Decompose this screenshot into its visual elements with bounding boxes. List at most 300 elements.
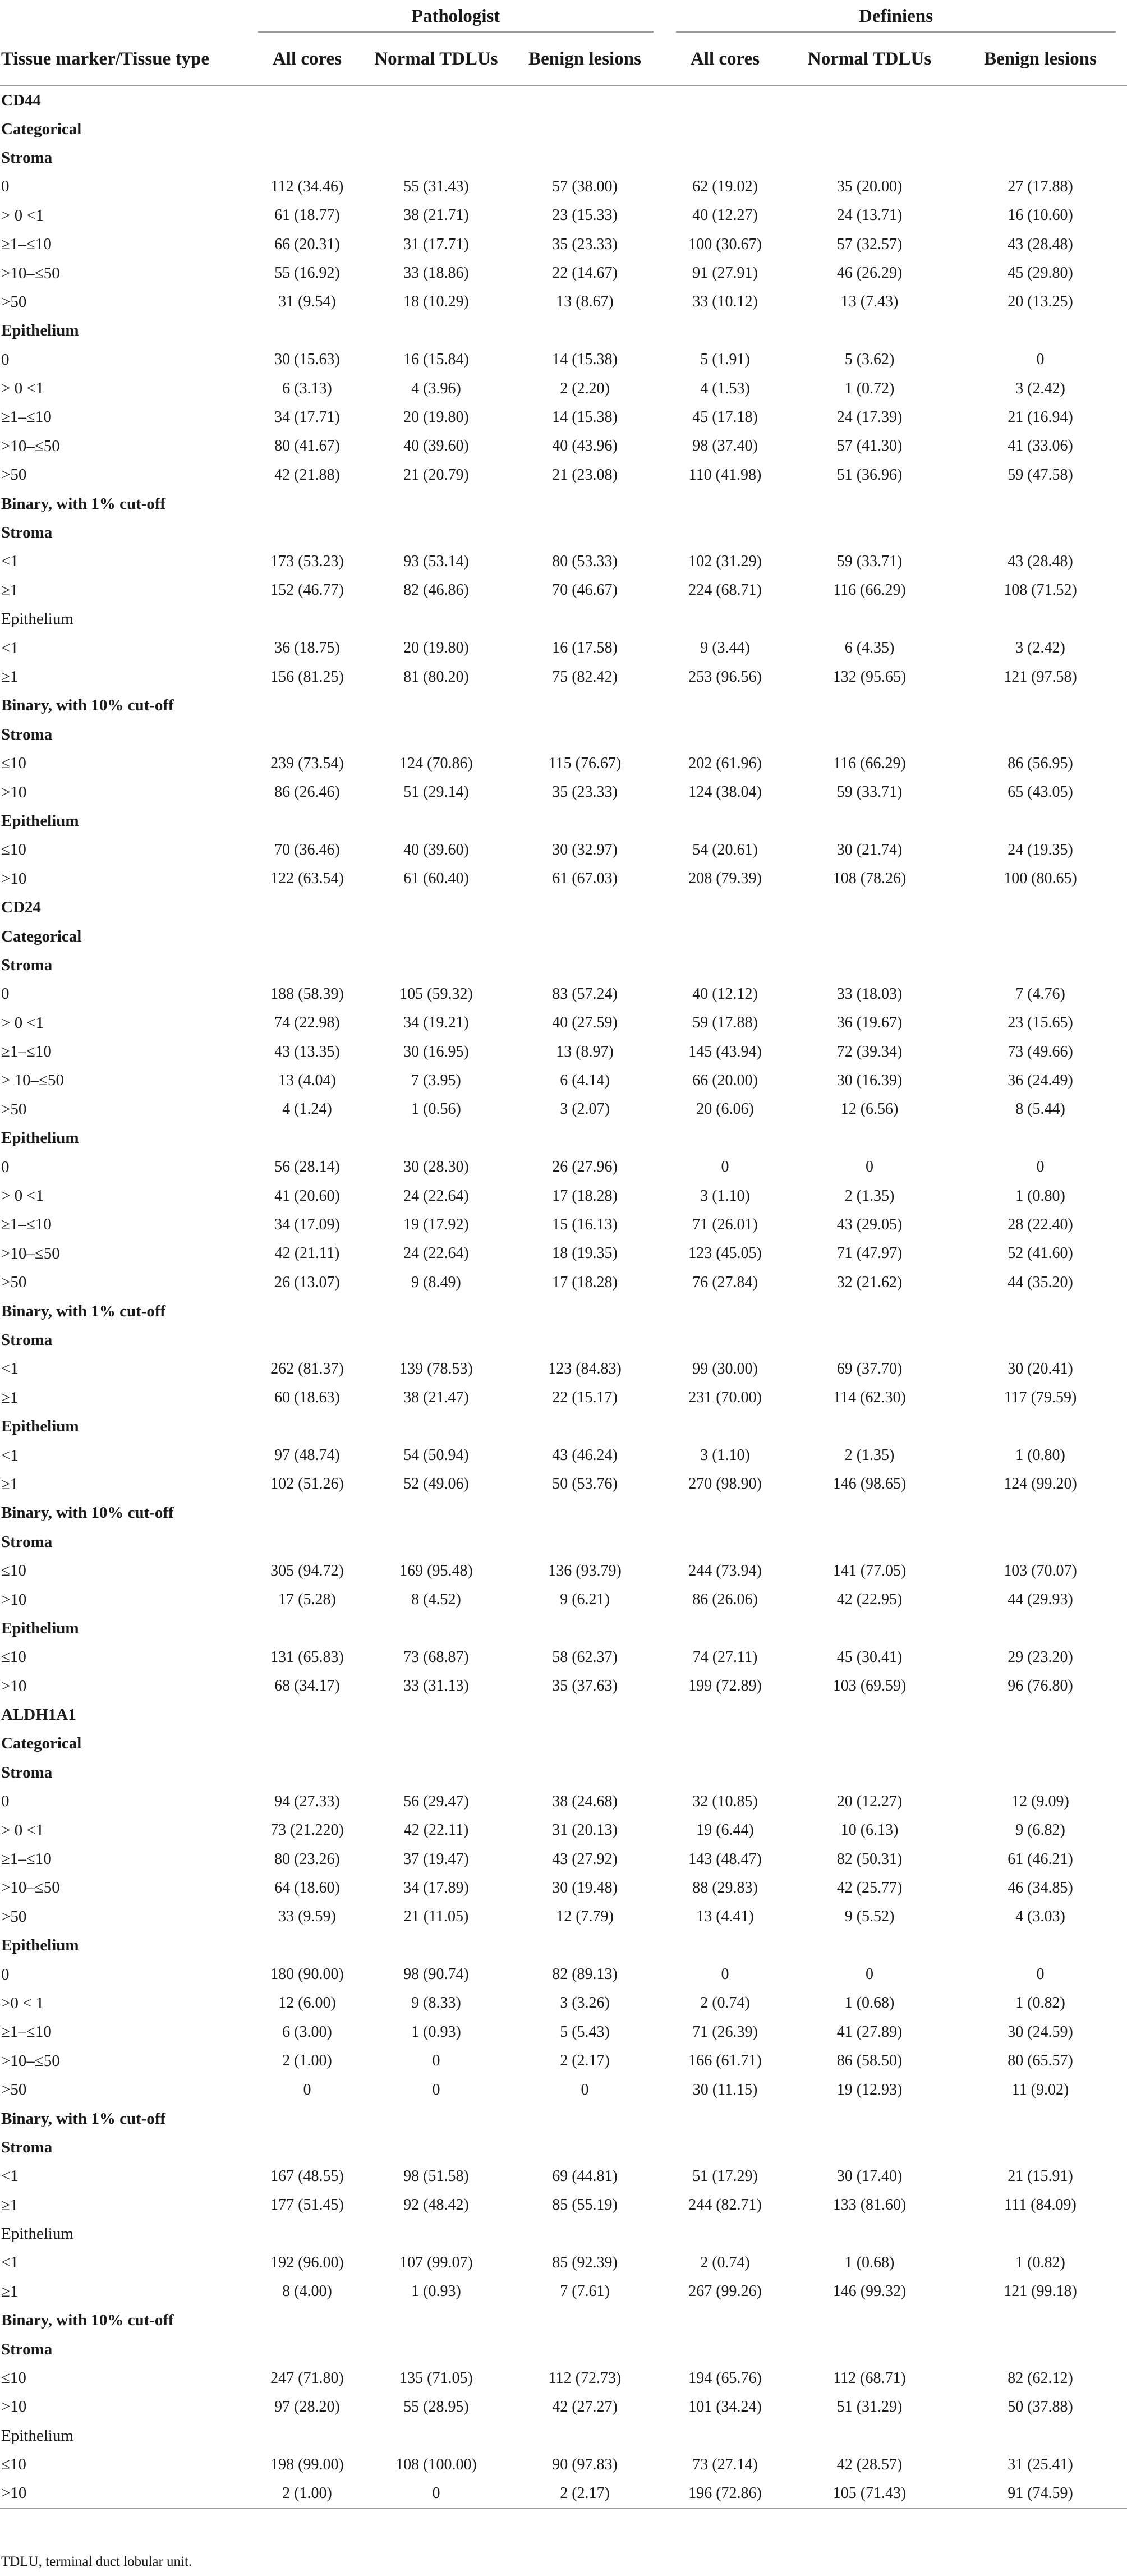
table-cell: 30 (11.15) [692,2081,758,2099]
table-cell: 73 (21.220) [270,1821,344,1839]
table-cell: 28 (22.40) [1008,1215,1073,1233]
section-row [0,605,1127,633]
table-cell: 65 (43.05) [1008,783,1073,801]
table-cell: 267 (99.26) [688,2283,762,2301]
section-row [0,1614,1127,1643]
section-filler [247,2104,1127,2133]
table-cell: 20 (19.80) [403,408,469,426]
table-cell: 196 (72.86) [688,2484,762,2502]
table-cell: 105 (71.43) [832,2484,907,2502]
table-cell: 4 (1.53) [700,379,750,397]
table-cell: 74 (22.98) [274,1014,340,1032]
table-cell: 33 (10.12) [692,293,758,311]
group-header-definiens-label: Definiens [859,6,933,26]
table-body [0,86,1127,2537]
table-cell: 202 (61.96) [688,754,762,772]
table-cell: 244 (73.94) [688,1562,762,1579]
section-filler [247,951,1127,980]
group-header-pathologist-label: Pathologist [411,6,500,26]
section-row [0,2104,1127,2133]
table-cell: 60 (18.63) [274,1389,340,1407]
table-cell: 30 (32.97) [552,841,618,858]
table-cell: 56 (28.14) [274,1158,340,1176]
table-cell: 76 (27.84) [692,1273,758,1291]
table-cell: 54 (20.61) [692,841,758,858]
group-header-pathologist [247,0,665,33]
table-cell: 6 (3.13) [282,379,332,397]
table-cell: 41 (33.06) [1008,437,1073,455]
table-cell: 5 (5.43) [560,2023,610,2041]
table-row [0,403,1127,431]
table-cell: 194 (65.76) [688,2369,762,2387]
table-cell: 156 (81.25) [270,668,344,686]
row-label: >50 [1,2081,27,2099]
table-cell: 85 (55.19) [552,2196,618,2214]
row-label: <1 [1,1446,19,1464]
table-cell: 21 (11.05) [403,1908,469,1926]
table-cell: 3 (1.10) [700,1447,750,1464]
table-cell: 14 (15.38) [552,408,618,426]
row-label: ≥1 [1,1475,19,1493]
table-cell: 247 (71.80) [270,2369,344,2387]
table-cell: 152 (46.77) [270,581,344,599]
table-cell: 32 (21.62) [836,1273,903,1291]
row-label: ≥1 [1,668,19,686]
table-cell: 36 (24.49) [1008,1071,1073,1089]
table-cell: 19 (12.93) [836,2081,903,2099]
table-cell: 116 (66.29) [833,581,906,599]
table-cell: 92 (48.42) [403,2196,469,2214]
table-row [0,663,1127,691]
section-row [0,720,1127,749]
table-cell: 21 (15.91) [1008,2167,1073,2185]
section-label: Stroma [1,148,53,167]
table-cell: 8 (4.00) [282,2283,332,2301]
table-cell: 2 (1.00) [282,2484,332,2502]
row-label: > 0 <1 [1,206,44,224]
table-cell: 62 (19.02) [692,177,758,195]
table-cell: 59 (33.71) [836,552,903,570]
table-cell: 30 (16.95) [403,1043,469,1060]
table-cell: 42 (22.11) [403,1821,469,1839]
table-cell: 116 (66.29) [833,754,906,772]
table-row [0,778,1127,806]
table-cell: 98 (90.74) [403,1966,469,1983]
table-cell: 270 (98.90) [688,1475,762,1493]
table-cell: 105 (59.32) [399,985,473,1003]
section-row [0,114,1127,143]
table-cell: 71 (26.01) [692,1215,758,1233]
table-cell: 8 (5.44) [1015,1100,1065,1118]
section-label: Stroma [1,2138,53,2156]
section-row [0,691,1127,720]
section-label: Binary, with 1% cut-off [1,494,166,513]
table-cell: 26 (27.96) [552,1158,618,1176]
table-cell: 42 (28.57) [836,2455,903,2473]
table-cell: 9 (6.82) [1015,1821,1065,1839]
table-cell: 34 (17.71) [274,408,340,426]
section-filler [247,2133,1127,2162]
section-filler [247,1297,1127,1325]
table-row [0,2047,1127,2076]
table-row [0,2191,1127,2220]
table-row [0,1009,1127,1037]
group-underline-pathologist [258,31,654,33]
row-label: >10–≤50 [1,437,60,455]
table-row [0,2479,1127,2508]
table-cell: 94 (27.33) [274,1792,340,1810]
table-cell: 0 [432,2052,440,2070]
section-label: Epithelium [1,2225,73,2243]
section-row [0,144,1127,172]
table-cell: 38 (21.71) [403,206,469,224]
section-row [0,2422,1127,2450]
table-cell: 30 (16.39) [836,1071,903,1089]
table-cell: 30 (28.30) [403,1158,469,1176]
table-row [0,346,1127,374]
table-cell: 72 (39.34) [836,1043,903,1060]
table-cell: 6 (3.00) [282,2023,332,2041]
table-cell: 192 (96.00) [270,2253,344,2271]
section-label: Binary, with 1% cut-off [1,1302,166,1320]
table-cell: 31 (9.54) [278,293,336,311]
table-cell: 101 (34.24) [688,2398,762,2416]
section-label: Stroma [1,2340,53,2358]
table-cell: 80 (23.26) [274,1850,340,1868]
table-cell: 100 (80.65) [1004,870,1077,888]
row-label: > 0 <1 [1,379,44,398]
section-label: Stroma [1,1532,53,1551]
table-cell: 52 (49.06) [403,1475,469,1493]
table-cell: 224 (68.71) [688,581,762,599]
section-label: Epithelium [1,2426,73,2445]
table-cell: 45 (29.80) [1008,264,1073,282]
section-filler [247,720,1127,749]
table-row [0,2076,1127,2104]
table-cell: 3 (1.10) [700,1187,750,1205]
table-cell: 124 (99.20) [1004,1475,1077,1493]
table-cell: 2 (1.35) [844,1447,895,1464]
table-row [0,1152,1127,1181]
row-label: >10–≤50 [1,2051,60,2070]
table-cell: 23 (15.65) [1008,1014,1073,1032]
section-label: Epithelium [1,811,79,830]
table-cell: 57 (38.00) [552,177,618,195]
section-filler [247,1412,1127,1441]
table-cell: 2 (2.17) [560,2052,610,2070]
table-cell: 253 (96.56) [688,668,762,686]
table-cell: 24 (22.64) [403,1245,469,1262]
row-label: > 0 <1 [1,1187,44,1205]
table-cell: 38 (24.68) [552,1792,618,1810]
table-cell: 1 (0.80) [1015,1447,1065,1464]
table-cell: 14 (15.38) [552,351,618,369]
table-cell: 86 (26.46) [274,783,340,801]
section-row [0,1729,1127,1758]
table-cell: 16 (10.60) [1008,206,1073,224]
table-cell: 18 (19.35) [552,1245,618,1262]
table-cell: 43 (29.05) [836,1215,903,1233]
section-row [0,1124,1127,1152]
table-cell: 81 (80.20) [403,668,469,686]
section-filler [247,893,1127,922]
row-label: <1 [1,1360,19,1378]
table-cell: 15 (16.13) [552,1215,618,1233]
group-header-definiens [665,0,1127,33]
table-cell: 69 (44.81) [552,2167,618,2185]
table-cell: 42 (22.95) [836,1591,903,1608]
table-cell: 239 (73.54) [270,754,344,772]
table-cell: 80 (53.33) [552,552,618,570]
table-cell: 40 (43.96) [552,437,618,455]
section-label: Stroma [1,956,53,974]
table-cell: 82 (46.86) [403,581,469,599]
table-cell: 7 (7.61) [560,2283,610,2301]
row-label: <1 [1,552,19,571]
column-header-tissue: Tissue marker/Tissue type [0,33,247,86]
table-cell: 11 (9.02) [1011,2081,1069,2099]
table-cell: 1 (0.68) [844,2253,895,2271]
table-cell: 9 (8.49) [411,1273,461,1291]
table-cell: 2 (2.20) [560,379,610,397]
table-cell: 43 (13.35) [274,1043,340,1060]
table-row [0,1210,1127,1239]
table-cell: 91 (27.91) [692,264,758,282]
row-label: 0 [1,1792,10,1811]
row-label: >10 [1,1590,27,1609]
table-cell: 2 (1.35) [844,1187,895,1205]
table-row [0,2364,1127,2393]
table-row [0,1441,1127,1470]
section-row [0,518,1127,547]
table-cell: 97 (28.20) [274,2398,340,2416]
row-label: ≥1 [1,2196,19,2214]
table-cell: 50 (37.88) [1008,2398,1073,2416]
section-label: Stroma [1,524,53,542]
table-cell: 6 (4.14) [560,1071,610,1089]
table-cell: 0 [1036,1158,1045,1176]
section-label: Binary, with 10% cut-off [1,696,174,715]
table-cell: 100 (30.67) [688,235,762,253]
table-cell: 73 (27.14) [692,2455,758,2473]
section-filler [247,1701,1127,1729]
table-cell: 18 (10.29) [403,293,469,311]
row-label: 0 [1,1158,10,1176]
section-filler [247,605,1127,633]
table-row [0,2393,1127,2421]
table-cell: 36 (19.67) [836,1014,903,1032]
table-cell: 30 (20.41) [1008,1360,1073,1377]
table-cell: 145 (43.94) [688,1043,762,1060]
section-filler [247,114,1127,143]
table-cell: 90 (97.83) [552,2455,618,2473]
row-label: >10 [1,869,27,888]
table-cell: 61 (18.77) [274,206,340,224]
table-row [0,1470,1127,1499]
table-cell: 5 (1.91) [700,351,750,369]
section-label: CD24 [1,898,41,917]
section-row [0,1499,1127,1527]
table-cell: 57 (41.30) [836,437,903,455]
row-label: >10 [1,783,27,801]
table-cell: 198 (99.00) [270,2455,344,2473]
table-cell: 42 (21.88) [274,466,340,484]
table-cell: 114 (62.30) [833,1389,906,1407]
table-cell: 1 (0.82) [1015,2253,1065,2271]
table-cell: 41 (20.60) [274,1187,340,1205]
table-cell: 166 (61.71) [688,2052,762,2070]
table-row [0,1556,1127,1585]
table-cell: 0 [303,2081,311,2099]
section-filler [247,922,1127,950]
table-cell: 135 (71.05) [399,2369,473,2387]
row-label: ≥1 [1,2282,19,2301]
section-label: Categorical [1,927,82,945]
row-label: 0 [1,177,10,196]
section-label: Stroma [1,1330,53,1349]
row-label: >10–≤50 [1,1244,60,1262]
table-cell: 1 (0.82) [1015,1994,1065,2012]
table-cell: 123 (84.83) [548,1360,622,1377]
table-cell: 13 (4.41) [696,1908,754,1926]
table-cell: 32 (10.85) [692,1792,758,1810]
section-row [0,1297,1127,1325]
table-cell: 110 (41.98) [688,466,762,484]
table-cell: 52 (41.60) [1008,1245,1073,1262]
table-cell: 31 (17.71) [403,235,469,253]
table-cell: 27 (17.88) [1008,177,1073,195]
table-cell: 82 (50.31) [836,1850,903,1868]
row-label: 0 [1,350,10,369]
table-row [0,374,1127,403]
table-cell: 26 (13.07) [274,1273,340,1291]
table-cell: 30 (21.74) [836,841,903,858]
table-cell: 107 (99.07) [399,2253,473,2271]
table-cell: 45 (17.18) [692,408,758,426]
table-cell: 169 (95.48) [399,1562,473,1579]
table-row [0,2162,1127,2191]
row-label: >50 [1,466,27,484]
table-row [0,1874,1127,1902]
table-cell: 13 (7.43) [840,293,899,311]
group-header-row [0,0,1127,33]
table-cell: 3 (2.07) [560,1100,610,1118]
table-cell: 121 (97.58) [1004,668,1077,686]
table-cell: 21 (16.94) [1008,408,1073,426]
table-cell: 40 (12.27) [692,206,758,224]
table-cell: 30 (17.40) [836,2167,903,2185]
section-label: Epithelium [1,610,73,628]
table-cell: 98 (51.58) [403,2167,469,2185]
table-cell: 0 [1036,1966,1045,1983]
table-cell: 99 (30.00) [692,1360,758,1377]
row-label: ≥1–≤10 [1,1215,52,1234]
table-cell: 35 (23.33) [552,783,618,801]
table-cell: 8 (4.52) [411,1591,461,1608]
row-label: >50 [1,1907,27,1926]
table-cell: 33 (31.13) [403,1677,469,1695]
row-label: >10–≤50 [1,264,60,282]
table-cell: 112 (72.73) [548,2369,622,2387]
table-row [0,1384,1127,1412]
section-row [0,1758,1127,1787]
table-cell: 24 (22.64) [403,1187,469,1205]
table-cell: 75 (82.42) [552,668,618,686]
table-cell: 12 (9.09) [1011,1792,1069,1810]
table-cell: 37 (19.47) [403,1850,469,1868]
table-cell: 121 (99.18) [1004,2283,1077,2301]
table-cell: 4 (1.24) [282,1100,332,1118]
section-label: Binary, with 10% cut-off [1,2311,174,2330]
table-cell: 61 (46.21) [1008,1850,1073,1868]
row-label: <1 [1,2167,19,2185]
table-cell: 305 (94.72) [270,1562,344,1579]
section-row [0,807,1127,835]
section-filler [247,144,1127,172]
table-row [0,749,1127,778]
table-cell: 70 (46.67) [552,581,618,599]
table-row [0,547,1127,576]
table-row [0,1672,1127,1700]
table-cell: 12 (7.79) [556,1908,614,1926]
table-cell: 55 (28.95) [403,2398,469,2416]
section-label: ALDH1A1 [1,1706,76,1724]
row-label: > 0 <1 [1,1013,44,1032]
table-cell: 16 (15.84) [403,351,469,369]
table-cell: 30 (24.59) [1008,2023,1073,2041]
section-filler [247,691,1127,720]
table-row [0,1239,1127,1268]
section-filler [247,2335,1127,2363]
section-row [0,2335,1127,2363]
table-cell: 44 (35.20) [1008,1273,1073,1291]
table-row [0,1066,1127,1095]
table-cell: 13 (8.67) [556,293,614,311]
table-bottom-rule-cell [0,2508,1127,2537]
row-label: 0 [1,1965,10,1983]
table-cell: 136 (93.79) [548,1562,622,1579]
table-cell: 0 [721,1966,729,1983]
table-cell: 34 (19.21) [403,1014,469,1032]
table-cell: 112 (34.46) [270,177,344,195]
table-cell: 16 (17.58) [552,639,618,657]
table-row [0,576,1127,605]
table-cell: 17 (5.28) [278,1591,336,1608]
table-cell: 108 (78.26) [832,870,907,888]
section-label: Epithelium [1,1417,79,1436]
table-cell: 38 (21.47) [403,1389,469,1407]
table-cell: 5 (3.62) [844,351,895,369]
row-label: <1 [1,639,19,657]
table-row [0,1845,1127,1874]
section-row [0,951,1127,980]
table-row [0,1787,1127,1816]
table-cell: 31 (25.41) [1008,2455,1073,2473]
section-label: Stroma [1,1763,53,1781]
table-row [0,1643,1127,1672]
table-row [0,461,1127,489]
table-cell: 57 (32.57) [836,235,903,253]
table-cell: 3 (2.42) [1015,379,1065,397]
table-cell: 231 (70.00) [688,1389,762,1407]
group-header-spacer [0,0,247,33]
table-cell: 7 (4.76) [1015,985,1065,1003]
table-cell: 45 (30.41) [836,1648,903,1666]
table-cell: 31 (20.13) [552,1821,618,1839]
row-label: ≤10 [1,754,26,773]
table-cell: 40 (39.60) [403,841,469,858]
table-cell: 80 (41.67) [274,437,340,455]
